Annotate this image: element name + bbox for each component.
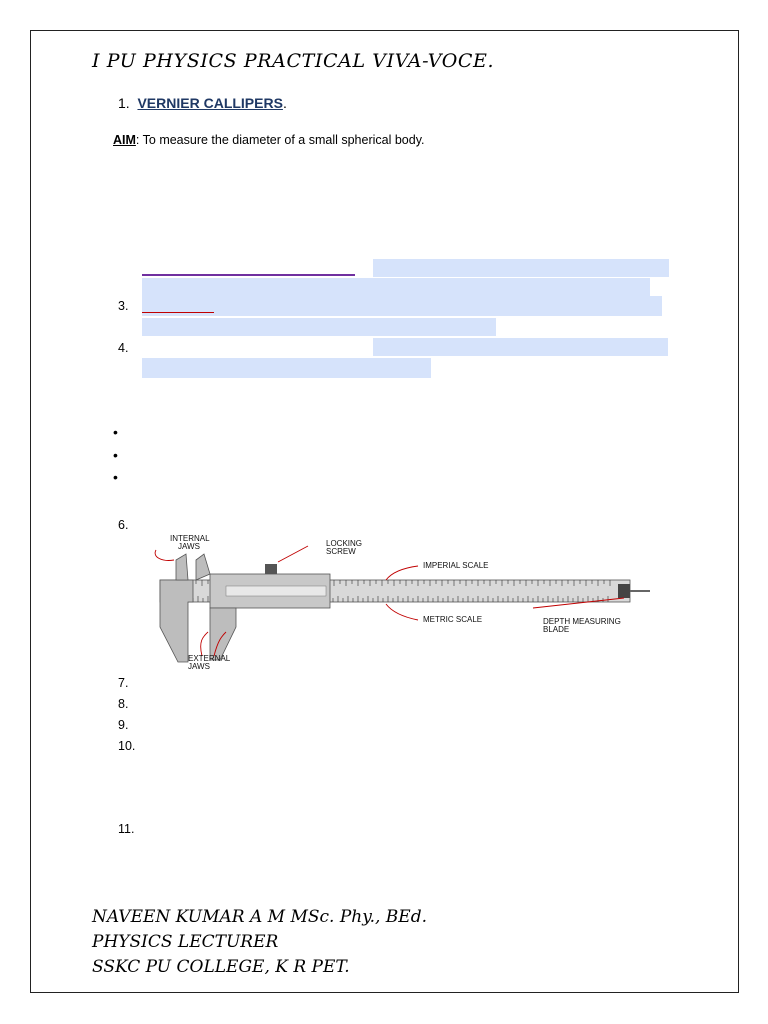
aim-line <box>113 133 425 147</box>
vernier-scale-window <box>226 586 326 596</box>
list-number-8: 8. <box>118 697 129 711</box>
label-metric-scale: METRIC SCALE <box>423 615 483 624</box>
section-heading <box>118 95 287 111</box>
locking-screw-knob <box>265 564 277 574</box>
label-locking-screw-1: LOCKING <box>326 539 363 548</box>
list-number-10: 10. <box>118 739 136 753</box>
list-number-6: 6. <box>118 518 129 532</box>
author-signature <box>92 905 427 980</box>
aim-text: : To measure the diameter of a small spherical body. <box>135 133 425 147</box>
label-external-jaws-1: EXTERNAL <box>188 654 231 663</box>
list-number-11: 11. <box>118 822 135 836</box>
label-imperial-scale: IMPERIAL SCALE <box>423 561 489 570</box>
label-locking-screw-2: SCREW <box>326 547 356 556</box>
beam-end <box>618 584 630 598</box>
aim-label: AIM <box>113 133 136 147</box>
highlight-block <box>373 338 668 356</box>
label-external-jaws-2: JAWS <box>188 662 210 671</box>
fixed-external-jaw <box>160 580 193 662</box>
author-title: PHYSICS LECTURER <box>92 932 279 952</box>
bullet-item: • <box>113 447 118 463</box>
page-border <box>30 30 739 993</box>
list-number-7: 7. <box>118 676 129 690</box>
label-depth-blade-1: DEPTH MEASURING <box>543 617 621 626</box>
underline-mark <box>142 274 355 276</box>
section-number: 1. <box>118 95 130 111</box>
underline-mark <box>142 312 214 313</box>
highlight-block <box>373 259 669 277</box>
highlight-block <box>142 278 650 296</box>
sliding-external-jaw <box>210 608 236 660</box>
label-internal-jaws-1: INTERNAL <box>170 534 210 543</box>
section-heading-suffix: . <box>282 95 287 111</box>
label-internal-jaws-2: JAWS <box>178 542 200 551</box>
highlight-block <box>142 318 496 336</box>
fixed-internal-jaw <box>176 554 188 580</box>
sliding-internal-jaw <box>196 554 210 580</box>
label-depth-blade-2: BLADE <box>543 625 570 634</box>
highlight-block <box>142 358 431 378</box>
author-name: NAVEEN KUMAR A M MSc. Phy., BEd. <box>92 907 427 927</box>
section-heading-text: VERNIER CALLIPERS <box>137 95 283 111</box>
vernier-caliper-diagram <box>148 532 660 672</box>
bullet-item: • <box>113 469 118 485</box>
page-title: I PU PHYSICS PRACTICAL VIVA-VOCE. <box>92 50 495 72</box>
author-college: SSKC PU COLLEGE, K R PET. <box>92 957 350 977</box>
list-number-9: 9. <box>118 718 129 732</box>
list-number-3: 3. <box>118 299 129 313</box>
list-number-4: 4. <box>118 341 129 355</box>
bullet-item: • <box>113 424 118 440</box>
highlight-block <box>142 296 662 316</box>
